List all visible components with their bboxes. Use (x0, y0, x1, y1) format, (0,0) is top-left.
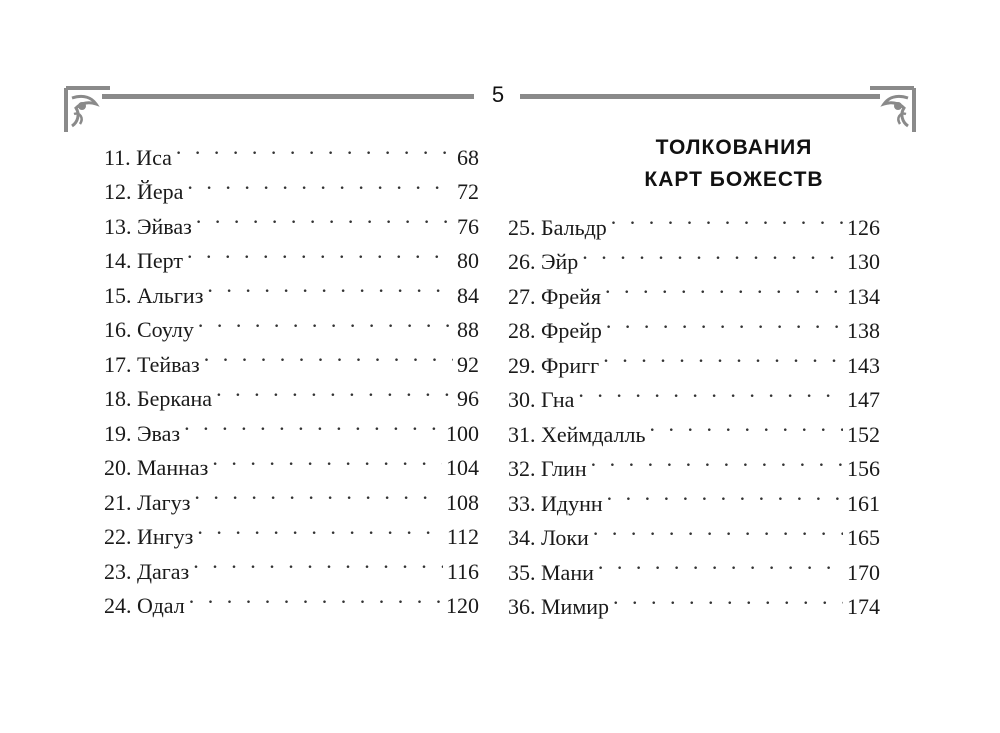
toc-entry-page: 161 (847, 490, 880, 516)
toc-entry-label: 24. Одал (104, 593, 185, 618)
corner-ornament-icon (62, 84, 114, 136)
dot-leader (212, 441, 442, 476)
toc-entry-label: 22. Ингуз (104, 524, 194, 549)
dot-leader (607, 476, 843, 511)
toc-entry-label: 26. Эйр (508, 249, 579, 274)
dot-leader (591, 442, 843, 477)
toc-entry-label: 15. Альгиз (104, 282, 204, 308)
dot-leader (598, 545, 843, 580)
toc-entry-page: 68 (457, 144, 479, 170)
toc-entry-label: 14. Перт (104, 248, 183, 273)
dot-leader (187, 165, 453, 200)
dot-leader (593, 511, 843, 546)
toc-entry-label: 28. Фрейр (508, 318, 602, 343)
page-number: 5 (491, 82, 505, 107)
dot-leader (605, 269, 843, 304)
toc-entry-page: 134 (847, 283, 880, 309)
section-title-line2: КАРТ БОЖЕСТВ (644, 168, 824, 191)
toc-entry-label: 30. Гна (508, 387, 575, 412)
header-rule-right (520, 94, 880, 99)
toc-entry-page: 170 (847, 559, 880, 585)
dot-leader (198, 303, 453, 338)
toc-entry-page: 147 (847, 387, 880, 412)
toc-entry-label: 29. Фригг (508, 352, 600, 378)
dot-leader (216, 372, 453, 407)
dot-leader (582, 235, 843, 270)
dot-leader (613, 580, 843, 615)
corner-ornament-icon (866, 84, 918, 136)
toc-entry-page: 143 (847, 352, 880, 378)
toc-entry-page: 112 (446, 524, 479, 549)
dot-leader (176, 130, 453, 165)
toc-entry-label: 35. Мани (508, 559, 594, 585)
toc-entry-label: 13. Эйваз (104, 213, 192, 239)
toc-entry-page: 174 (847, 594, 880, 619)
toc-entry-label: 21. Лагуз (104, 489, 191, 515)
toc-entry-page: 120 (446, 593, 479, 618)
toc-right-column (508, 130, 880, 619)
toc-entry-label: 20. Манназ (104, 455, 209, 480)
toc-entry-page: 130 (847, 249, 880, 274)
dot-leader (193, 544, 443, 579)
dot-leader (194, 475, 442, 510)
toc-entry-label: 18. Беркана (104, 386, 213, 411)
toc-entry-label: 32. Глин (508, 456, 587, 481)
toc-entry-page: 72 (457, 179, 479, 204)
dot-leader (187, 234, 453, 269)
toc-entry-label: 16. Соулу (104, 317, 194, 342)
toc-entry-page: 104 (446, 455, 479, 480)
dot-leader (578, 373, 843, 408)
toc-entry-label: 34. Локи (508, 525, 589, 550)
toc-entry-label: 17. Тейваз (104, 351, 200, 377)
toc-entry-page: 152 (847, 421, 880, 447)
toc-entry-label: 25. Бальдр (508, 214, 607, 240)
header-rule-left (102, 94, 474, 99)
dot-leader (611, 200, 843, 235)
dot-leader (197, 510, 442, 545)
section-heading (508, 130, 880, 200)
toc-entry-page: 76 (457, 213, 479, 239)
toc-entry-label: 36. Мимир (508, 594, 610, 619)
toc-entry-page: 84 (457, 282, 479, 308)
dot-leader (606, 304, 843, 339)
toc-entry-page: 108 (446, 489, 479, 515)
toc-left-column (104, 130, 479, 618)
toc-entry-page: 96 (457, 386, 479, 411)
dot-leader (204, 337, 453, 372)
toc-entry-page: 92 (457, 351, 479, 377)
toc-entry-label: 31. Хеймдалль (508, 421, 646, 447)
dot-leader (650, 407, 844, 442)
toc-entry-page: 88 (457, 317, 479, 342)
toc-entry[interactable] (508, 200, 880, 240)
toc-entry-label: 33. Идунн (508, 490, 603, 516)
toc-entry-page: 116 (446, 558, 479, 584)
toc-entry-page: 100 (446, 420, 479, 446)
dot-leader (189, 579, 442, 614)
toc-entry-page: 138 (847, 318, 880, 343)
toc-entry-label: 19. Эваз (104, 420, 181, 446)
toc-entry-page: 126 (847, 214, 880, 240)
toc-entry-page: 165 (847, 525, 880, 550)
dot-leader (184, 406, 442, 441)
dot-leader (207, 268, 453, 303)
dot-leader (196, 199, 453, 234)
toc-entry-label: 27. Фрейя (508, 283, 602, 309)
toc-entry-page: 80 (457, 248, 479, 273)
toc-entry-label: 11. Иса (104, 144, 172, 170)
toc-entry-label: 12. Йера (104, 179, 184, 204)
dot-leader (603, 338, 843, 373)
toc-entry[interactable] (104, 130, 479, 170)
toc-entry-page: 156 (847, 456, 880, 481)
section-title-line1: ТОЛКОВАНИЯ (655, 136, 813, 159)
toc-entry-label: 23. Дагаз (104, 558, 190, 584)
